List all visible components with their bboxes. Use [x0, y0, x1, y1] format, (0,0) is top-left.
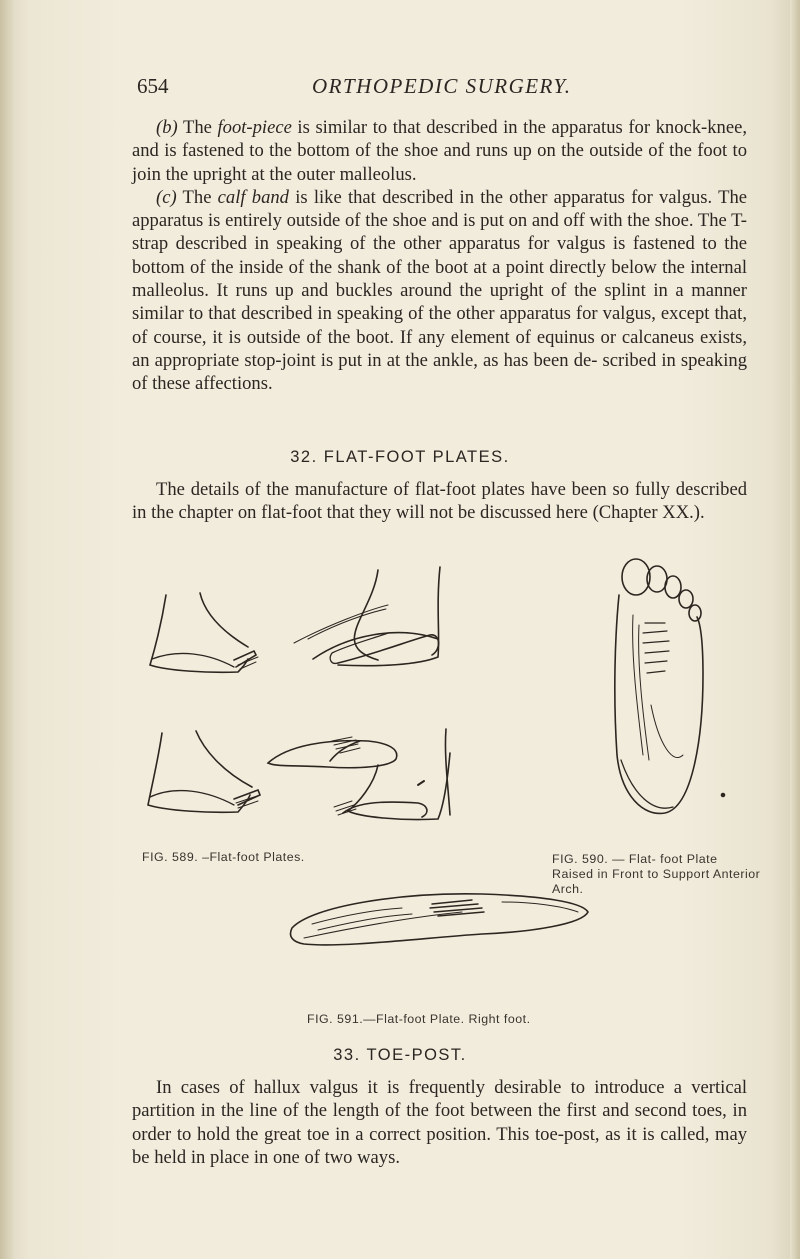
paragraph-b-label: (b) [156, 117, 178, 138]
right-page-edge [790, 0, 800, 1259]
section-33-body [132, 1076, 747, 1169]
paragraph-c-term: calf band [217, 186, 289, 208]
left-binding-edge [0, 0, 14, 1259]
running-title: ORTHOPEDIC SURGERY. [312, 74, 572, 98]
raised-flat-foot-plate-illustration [603, 555, 733, 855]
page-header [137, 74, 737, 110]
section-33-heading: 33. TOE-POST. [333, 1046, 467, 1064]
paragraph-b-term: foot-piece [217, 117, 292, 138]
fig-589-caption: FIG. 589. –Flat-foot Plates. [142, 850, 305, 864]
page-number: 654 [137, 74, 169, 98]
fig-590-caption: FIG. 590. — Flat- foot Plate Raised in Front to Support Anterior Arch. [552, 852, 761, 896]
section-32-body [132, 478, 747, 525]
paragraph-b [132, 116, 747, 186]
flat-foot-plates-illustration [138, 555, 518, 855]
paragraph-b-text: is similar to that described in the apparatus for knock-knee, and is fastened to the bottom of the shoe and runs up on the outside of the foot to join the upright at the outer malleolus. [132, 117, 747, 185]
fig-591-caption: FIG. 591.—Flat-foot Plate. Right foot. [307, 1012, 531, 1026]
paragraph-group-top [132, 116, 747, 396]
paragraph-c-label: (c) [156, 186, 177, 208]
right-foot-plate-illustration [282, 878, 602, 958]
section-32-heading: 32. FLAT-FOOT PLATES. [290, 448, 510, 466]
figure-area [138, 555, 748, 864]
section-33-paragraph: In cases of hallux valgus it is frequently desirable to introduce a vertical partition in the line of the length of the foot between the first and second toes, in order to hold the great toe in a correct position. This toe-post, as it is called, may be held in place in one of two ways. [132, 1077, 747, 1168]
paragraph-c-text: is like that described in the other apparatus for valgus. The apparatus is entirely outside of the shoe and is put on and off with the shoe. The T-strap described in speaking of the other apparatus for valgus is fastened to the bottom of the inside of the shank of the boot at a point directly below the internal malleolus. It runs up and buckles around the upright of the splint in a manner similar to that described in speaking of the other apparatus for valgus, except that, of course, it is outside of the boot. If any element of equinus or calcaneus exists, an appropriate stop-joint is put in at the ankle, as has been de- scribed in speaking of these affections. [132, 186, 747, 395]
paragraph-c-lead: The [176, 186, 218, 208]
paragraph-b-lead: The [177, 117, 218, 138]
section-32-paragraph: The details of the manufacture of flat-foot plates have been so fully described in the chapter on flat-foot that they will not be discussed here (Chapter XX.). [132, 479, 747, 524]
paragraph-c [132, 186, 747, 396]
